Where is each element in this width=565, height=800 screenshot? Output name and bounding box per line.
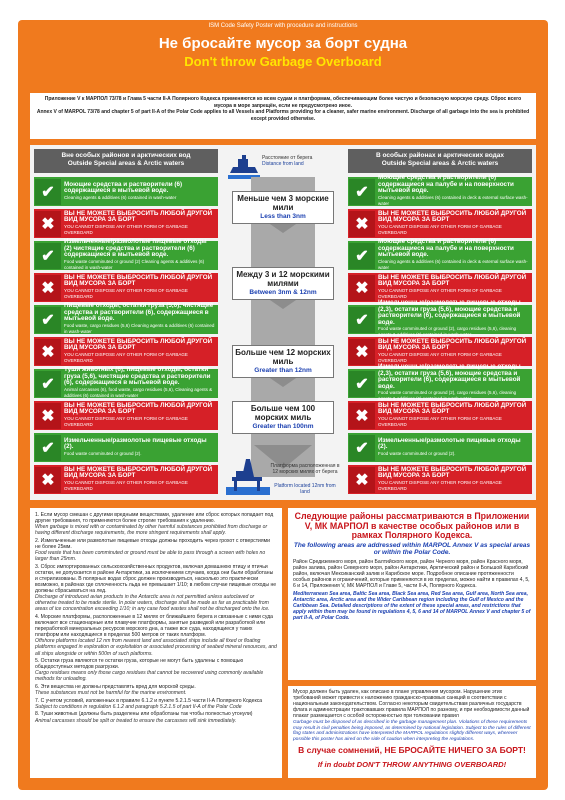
rule-text-en: Cleaning agents & additives (6) contained in deck & external surface wash-water: [378, 258, 528, 271]
notes-panel: [30, 508, 282, 778]
rule-text: [375, 339, 532, 365]
right-rule-row: [348, 433, 532, 462]
note-en: Cargo residues means only those cargo residues that cannot be recovered using commonly available methods for unloading.: [35, 670, 264, 683]
note-en: Subject to conditions in regulation 6.1.2 and paragraph 5.2.1.5 of part II-A of the Polar Code: [35, 703, 242, 710]
platform-label-en: Platform located 12nm from land: [274, 483, 336, 495]
distance-box-3: [232, 345, 334, 378]
rule-text: [375, 239, 532, 271]
notes-list: [35, 512, 277, 724]
rule-text-ru: ВЫ НЕ МОЖЕТЕ ВЫБРОСИТЬ ЛЮБОЙ ДРУГОЙ ВИД МУСОРА ЗА БОРТ: [378, 401, 527, 416]
cross-icon: ✖: [349, 403, 375, 429]
rules-panel: [30, 145, 536, 500]
top-label: ISM Code Safety Poster with procedure and instructions: [208, 23, 358, 29]
rule-text: [375, 438, 532, 457]
distance-4-ru: Больше чем 100 морских миль: [250, 404, 316, 422]
left-rule-row: [34, 238, 218, 271]
note-ru: 3. Сброс импортированных сельскохозяйственных продуктов, включая домашнюю птицу и птичьи остатки, не допускается в районе Антарктики, за исключением случаев, когда они были обработаны и стерилизованы. В полярных водах сброс должен производиться, насколько это практически возможно, в районах где сплоченность льда не превышает 1/10; в любом случае пищевые отходы не должны сбрасываться на лед.: [35, 563, 277, 595]
rule-text-ru: ВЫ НЕ МОЖЕТЕ ВЫБРОСИТЬ ЛЮБОЙ ДРУГОЙ ВИД МУСОРА ЗА БОРТ: [378, 465, 527, 480]
note-en: Offshore platforms located 12 nm from nearest land and associated ships include all fixed or floating platforms engaged in exploration or exploitation or associated processing of seabed mineral resources, and all ships alongside or within 500m of such platforms.: [35, 638, 277, 657]
intro-ru: Приложение V к МАРПОЛ 73/78 и Глава 5 части II-А Полярного Кодекса применяются ко всем судам и платформам, обеспечивающим более чистую и безопасную морскую среду. Сброс всего мусора в море запрещён, если не предусмотрено иное.: [44, 96, 522, 109]
rule-text-en: Cleaning agents & additives (6) contained in deck & external surface wash-water: [378, 194, 528, 207]
rule-text: [375, 403, 532, 429]
right-rule-row: [348, 238, 532, 271]
left-rule-row: [34, 337, 218, 366]
distance-1-en: Less than 3nm: [260, 213, 306, 220]
checkmark-icon: ✔: [35, 243, 61, 269]
oil-platform-icon: [226, 457, 270, 495]
rule-text-ru: ВЫ НЕ МОЖЕТЕ ВЫБРОСИТЬ ЛЮБОЙ ДРУГОЙ ВИД МУСОРА ЗА БОРТ: [64, 465, 213, 480]
note-ru: 8. Туши животных (должны быть разделены или обработаны так чтобы полностью утонули): [35, 711, 253, 718]
cross-icon: ✖: [35, 467, 61, 493]
note-ru: 1. Если мусор смешан с другими вредными веществами, удаление или сброс которых попадает под другие требования, то применяются более строгие требования к удалению.: [35, 512, 274, 525]
note-en: Animal carcasses should be split or treated to ensure the carcasses will sink immediately.: [35, 717, 237, 724]
rule-text-en: Food waste comminuted or ground (2), cargo residues (5,6), cleaning agents & additives (6) contained in wash-water: [378, 389, 517, 402]
left-rule-row: [34, 302, 218, 335]
note-ru: 7. С учетом условий, изложенных в правиле 6.1.2 и пункте 5.2.1.5 части II-А Полярного Кодекса: [35, 697, 263, 704]
rule-text-ru: ВЫ НЕ МОЖЕТЕ ВЫБРОСИТЬ ЛЮБОЙ ДРУГОЙ ВИД МУСОРА ЗА БОРТ: [378, 209, 527, 224]
right-rule-row: [348, 174, 532, 207]
platform-label-ru: Платформа расположенная в 12 морских милях от берега: [270, 463, 340, 475]
reception-body-en: Garbage must be disposed of as described in the garbage management plan. Violations of these requirements may result in civil penalties being imposed, as determined by national legislation. Subject to the rules of different flag states and administrations have interpreted the MARPOL regulations slightly different ways, wherever possible this poster has aired on the side of caution when interpreting the regulations.: [293, 720, 531, 742]
note-en: When garbage is mixed with or contaminated by other harmful substances prohibited from discharge or having different discharge requirements, the more stringent requirements shall apply.: [35, 524, 268, 537]
rule-text-ru: Пищевые отходы, остатки груза (5,6), чистящие средства и растворители (6), содержащиеся в мытьевой воде.: [64, 302, 214, 323]
reception-panel: [288, 686, 536, 778]
distance-3-en: Greater than 12nm: [254, 367, 312, 374]
rule-text-en: YOU CANNOT DISPOSE ANY OTHER FORM OF GARBAGE OVERBOARD: [64, 223, 188, 235]
rule-text: [375, 175, 532, 207]
cross-icon: ✖: [35, 211, 61, 237]
note-item: [35, 711, 277, 723]
note-en: Discharge of introduced avian products in the Antarctic area is not permitted unless autoclaved or otherwise treated to be made sterile. In polar waters, discharge shall be made as far as practicable from areas of ice concentration exceeding 1/10; in any case food wastes shall not be discharged onto the ice.: [35, 594, 270, 613]
rule-text-en: YOU CANNOT DISPOSE ANY OTHER FORM OF GARBAGE OVERBOARD: [378, 479, 502, 491]
left-column-header: [34, 149, 218, 173]
right-column-title-en: Outside Special areas & Arctic waters: [381, 160, 499, 167]
ship-label-ru: Расстояние от берега: [262, 155, 313, 161]
rule-text-en: YOU CANNOT DISPOSE ANY OTHER FORM OF GARBAGE OVERBOARD: [64, 479, 188, 491]
special-areas-body-ru: Район Средиземного моря, район Балтийского моря, район Черного моря, район Красного моря, район залива, район Северного моря, район Антарктики, Арктический район и Большой Карибский район, включая Мексиканский залив и Карибское море. Подробное описание протяженности особых районов и ограничений, которые применяются в их пределах, можно найти в правилах 4, 5, 6 и 14, Приложения V, МК МАРПОЛ и Главе 5, части II-А, Полярного Кодекса.: [293, 558, 530, 589]
rule-text-en: YOU CANNOT DISPOSE ANY OTHER FORM OF GARBAGE OVERBOARD: [64, 287, 188, 299]
rule-text: [61, 303, 218, 335]
checkmark-icon: ✔: [35, 371, 61, 397]
cross-icon: ✖: [349, 467, 375, 493]
rule-text: [61, 182, 218, 201]
rule-text: [61, 339, 218, 365]
special-areas-panel: [288, 508, 536, 680]
distance-3-ru: Больше чем 12 морских миль: [235, 348, 331, 366]
distance-2-en: Between 3nm & 12nm: [249, 289, 317, 296]
title-ru: Не бросайте мусор за борт судна: [158, 35, 408, 52]
rule-text-en: YOU CANNOT DISPOSE ANY OTHER FORM OF GARBAGE OVERBOARD: [378, 415, 502, 427]
checkmark-icon: ✔: [35, 307, 61, 333]
title-en: Don't throw Garbage Overboard: [184, 54, 382, 69]
note-item: [35, 564, 277, 613]
rule-text-ru: Измельченные/размолотые пищевые отходы (2).: [378, 436, 521, 451]
left-rule-row: [34, 433, 218, 462]
distance-box-1: [232, 191, 334, 224]
left-rule-row: [34, 273, 218, 302]
note-item: [35, 512, 277, 536]
warning-ru: В случае сомнений, НЕ БРОСАЙТЕ НИЧЕГО ЗА БОРТ!: [298, 745, 526, 756]
left-rule-row: [34, 401, 218, 430]
rule-text-en: YOU CANNOT DISPOSE ANY OTHER FORM OF GARBAGE OVERBOARD: [378, 223, 502, 235]
rule-text-ru: Туши животных (6), пищевые отходы, остатки груза (5,6), чистящие средства и растворители (6), содержащиеся в мытьевой воде.: [64, 366, 211, 387]
rule-text-ru: ВЫ НЕ МОЖЕТЕ ВЫБРОСИТЬ ЛЮБОЙ ДРУГОЙ ВИД МУСОРА ЗА БОРТ: [64, 209, 213, 224]
distance-2-ru: Между 3 и 12 морскими милями: [236, 270, 330, 288]
left-rule-row: [34, 366, 218, 399]
rule-text-ru: Моющие средства и растворители (6) содержащиеся на палубе и на поверхности мытьевой воде.: [378, 238, 514, 259]
note-en: Food waste that has been comminuted or ground must be able to pass through a screen with holes no larger than 25mm.: [35, 550, 266, 563]
special-areas-title-ru: Следующие районы рассматриваются в Приложении V, МК МАРПОЛ в качестве особых районов или в рамках Полярного Кодекса.: [294, 511, 530, 540]
note-ru: 2. Измельченные или размолотые пищевые отходы должны проходить через грохот с отверстиями не более 25мм.: [35, 537, 271, 550]
rule-text: [375, 364, 532, 402]
right-rule-row: [348, 209, 532, 238]
checkmark-icon: ✔: [349, 435, 375, 461]
cross-icon: ✖: [349, 211, 375, 237]
rule-text: [61, 367, 218, 399]
right-rule-row: [348, 401, 532, 430]
distance-box-2: [232, 267, 334, 300]
note-ru: 6. Эти вещества не должны представлять вред для морской среды.: [35, 684, 196, 691]
right-rule-row: [348, 337, 532, 366]
rule-text-en: Food waste comminuted or ground (2), cargo residues (5,6), cleaning agents & additives (6) contained in wash-water: [378, 325, 517, 338]
right-rule-row: [348, 465, 532, 494]
rule-text-ru: ВЫ НЕ МОЖЕТЕ ВЫБРОСИТЬ ЛЮБОЙ ДРУГОЙ ВИД МУСОРА ЗА БОРТ: [64, 337, 213, 352]
distance-4-en: Greater than 100nm: [252, 423, 314, 430]
rule-text-ru: ВЫ НЕ МОЖЕТЕ ВЫБРОСИТЬ ЛЮБОЙ ДРУГОЙ ВИД МУСОРА ЗА БОРТ: [378, 273, 527, 288]
rule-text-en: YOU CANNOT DISPOSE ANY OTHER FORM OF GARBAGE OVERBOARD: [64, 415, 188, 427]
rule-text-en: Food waste, cargo residues (5,6) Cleaning agents & additives (6) contained in wash-water: [64, 322, 215, 335]
left-rule-row: [34, 177, 218, 206]
rule-text: [61, 211, 218, 237]
note-ru: 5. Остатки груза являются те остатки груза, которые не могут быть удалены с помощью общедоступных методов разгрузки.: [35, 658, 244, 671]
left-column-title-en: Outside Special areas & Arctic waters: [67, 160, 185, 167]
rule-text-en: Animal carcasses (6), food waste, cargo residues (5,6), Cleaning agents & additives (6) contained in wash-water: [64, 386, 213, 399]
distance-box-4: [232, 401, 334, 434]
rule-text: [61, 403, 218, 429]
platform-block: [224, 457, 342, 497]
rule-text-ru: Измельченные/размолотые пищевые отходы (2,3), остатки груза (5,6), моющие средства и растворители (6), содержащиеся в мытьевой воде.: [378, 299, 521, 326]
note-item: [35, 684, 277, 696]
rule-text-en: YOU CANNOT DISPOSE ANY OTHER FORM OF GARBAGE OVERBOARD: [64, 351, 188, 363]
left-rule-row: [34, 209, 218, 238]
note-item: [35, 538, 277, 562]
rule-text-ru: Измельченные/размолотые пищевые отходы (2,3), остатки груза (5,6), моющие средства и растворители (6), содержащиеся в мытьевой воде.: [378, 363, 521, 390]
left-rule-row: [34, 465, 218, 494]
right-rule-row: [348, 273, 532, 302]
rule-text: [61, 239, 218, 271]
rule-text-ru: Моющие средства и растворители (6) содержащиеся на палубе и на поверхности мытьевой воде.: [378, 174, 514, 195]
cross-icon: ✖: [35, 275, 61, 301]
rule-text: [375, 300, 532, 338]
rule-text-ru: ВЫ НЕ МОЖЕТЕ ВЫБРОСИТЬ ЛЮБОЙ ДРУГОЙ ВИД МУСОРА ЗА БОРТ: [64, 273, 213, 288]
checkmark-icon: ✔: [35, 435, 61, 461]
special-areas-title-en: The following areas are addressed within MARPOL Annex V as special areas or within the Polar Code.: [293, 541, 531, 556]
rule-text-ru: ВЫ НЕ МОЖЕТЕ ВЫБРОСИТЬ ЛЮБОЙ ДРУГОЙ ВИД МУСОРА ЗА БОРТ: [64, 401, 213, 416]
note-item: [35, 658, 277, 682]
intro-panel: [30, 93, 536, 139]
rule-text-en: Cleaning agents & additives (6) contained in wash-water: [64, 194, 177, 200]
rule-text: [375, 467, 532, 493]
right-rule-row: [348, 363, 532, 402]
rule-text-ru: Измельченные/размолотые пищевые отходы (2) чистящие средства и растворители (6) содержащиеся в мытьевой воде.: [64, 238, 207, 259]
right-rule-row: [348, 299, 532, 338]
rule-text-en: YOU CANNOT DISPOSE ANY OTHER FORM OF GARBAGE OVERBOARD: [378, 287, 502, 299]
checkmark-icon: ✔: [349, 179, 375, 205]
rule-text-en: Food waste comminuted or ground (2) Cleaning agents & additives (6) contained in wash-water: [64, 258, 205, 271]
cross-icon: ✖: [35, 339, 61, 365]
rule-text: [375, 275, 532, 301]
reception-body-ru: Мусор должен быть удален, как описано в плане управления мусором. Нарушение этих требований может привести к наложению гражданско-правовых санкций в соответствии с национальным законодательством. Согласно некоторым свидетельствам различных государств флага и администрации трактовавших правила МАРПОЛ по разному, и при необходимости данный плакат размещается с особой осторожностью при толковании правил: [293, 689, 530, 719]
special-areas-body-en: Mediterranean Sea area, Baltic Sea area, Black Sea area, Red Sea area, Gulf area, North Sea area, Antarctic area, Arctic area and the Wider Caribbean region including the Gulf of Mexico and the Caribbean Sea. Detailed descriptions of the extent of these special areas, and restrictions that apply within them may be found in regulations 4, 5, 6 and 14 of MARPOL Annex V and chapter 5 of part II-A, of Polar Code.: [293, 590, 531, 621]
note-item: [35, 614, 277, 657]
note-ru: 4. Морские платформы, расположенные в 12 милях от ближайшего берега и связанные с ними суда включают все стационарные или плавучие платформы, занятые разведкой или разработкой или переработкой минеральных ресурсов морского дна, а также все суда, находящиеся у таких платформ или находящиеся в пределах 500 метров от таких платформ.: [35, 614, 274, 639]
rule-text: [61, 275, 218, 301]
right-column-title-ru: В особых районах и арктических водах: [375, 152, 505, 159]
checkmark-icon: ✔: [349, 371, 375, 397]
left-column-title-ru: Вне особых районов и арктических вод: [61, 152, 191, 159]
note-item: [35, 698, 277, 710]
intro-en: Annex V of MARPOL 73/78 and chapter 5 of part II-A of the Polar Code applies to all Vessels and Platforms providing for a cleaner, safer marine environment. Discharge of all garbage into the sea is prohibited except provided otherwise.: [36, 109, 530, 122]
rule-text-en: YOU CANNOT DISPOSE ANY OTHER FORM OF GARBAGE OVERBOARD: [378, 351, 502, 363]
rule-text: [61, 467, 218, 493]
rule-text-en: Food waste comminuted or ground (2).: [64, 450, 142, 456]
checkmark-icon: ✔: [349, 307, 375, 333]
warning-en: If in doubt DON'T THROW ANYTHING OVERBOARD!: [317, 759, 507, 769]
cross-icon: ✖: [35, 403, 61, 429]
distance-column: [224, 149, 342, 497]
right-column-header: [348, 149, 532, 173]
distance-1-ru: Меньше чем 3 морские мили: [237, 194, 329, 212]
checkmark-icon: ✔: [349, 243, 375, 269]
rule-text-en: Food waste comminuted or ground (2).: [378, 450, 456, 456]
poster: [18, 20, 548, 790]
rule-text: [375, 211, 532, 237]
rule-text-ru: Измельченные/размолотые пищевые отходы (2).: [64, 436, 207, 451]
cross-icon: ✖: [349, 275, 375, 301]
rule-text: [61, 438, 218, 457]
rule-text-ru: ВЫ НЕ МОЖЕТЕ ВЫБРОСИТЬ ЛЮБОЙ ДРУГОЙ ВИД МУСОРА ЗА БОРТ: [378, 337, 527, 352]
checkmark-icon: ✔: [35, 179, 61, 205]
ship-label-en: Distance from land: [262, 161, 304, 167]
cross-icon: ✖: [349, 339, 375, 365]
rule-text-ru: Моющие средства и растворители (6) содержащиеся в мытьевой воде.: [64, 180, 183, 195]
note-en: These substances must not be harmful for the marine environment.: [35, 690, 187, 697]
